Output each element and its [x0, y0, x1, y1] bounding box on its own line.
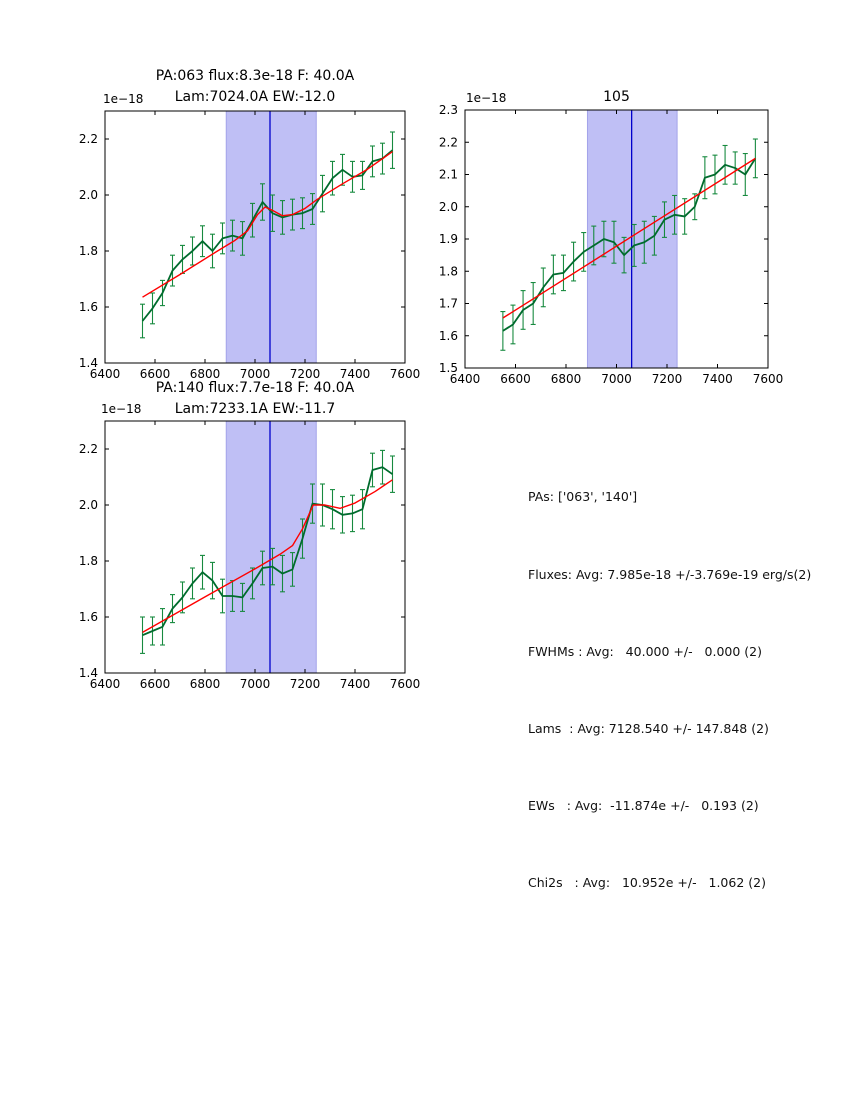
plot-title-line-1: 105	[603, 89, 630, 105]
plot-pa140-title	[105, 378, 405, 420]
y-offset-label-pa063: 1e−18	[103, 92, 144, 106]
stats-line-pas: PAs: ['063', '140']	[528, 489, 638, 505]
svg-text:1.4: 1.4	[78, 666, 98, 680]
svg-text:6600: 6600	[139, 677, 171, 691]
svg-text:2.0: 2.0	[438, 199, 458, 214]
svg-text:7400: 7400	[702, 372, 733, 386]
stats-line-chi2s: Chi2s : Avg: 10.952e +/- 1.062 (2)	[528, 874, 766, 890]
stats-line-fwhms: FWHMs : Avg: 40.000 +/- 0.000 (2)	[528, 643, 762, 659]
plot-title-line-1: PA:063 flux:8.3e-18 F: 40.0A	[155, 68, 355, 84]
plot-pa063	[79, 111, 420, 381]
plot-105-title	[465, 87, 768, 108]
svg-text:6800: 6800	[189, 677, 221, 691]
svg-text:7400: 7400	[339, 677, 371, 691]
svg-text:1.6: 1.6	[78, 610, 98, 624]
svg-text:6800: 6800	[550, 372, 582, 386]
svg-text:7000: 7000	[601, 372, 632, 386]
y-offset-label-pa140: 1e−18	[101, 402, 142, 416]
svg-text:2.3: 2.3	[438, 103, 458, 117]
svg-text:6400: 6400	[449, 372, 481, 386]
svg-text:1.4: 1.4	[78, 356, 98, 370]
svg-text:2.2: 2.2	[438, 135, 458, 150]
stats-line-ews: EWs : Avg: -11.874e +/- 0.193 (2)	[528, 797, 759, 813]
svg-text:6800: 6800	[189, 367, 221, 381]
svg-text:1.8: 1.8	[438, 264, 458, 279]
svg-text:7600: 7600	[752, 372, 784, 386]
svg-text:7000: 7000	[239, 367, 271, 381]
svg-text:1.5: 1.5	[438, 361, 458, 375]
svg-text:2.2: 2.2	[78, 132, 98, 146]
stats-panel	[528, 433, 811, 947]
svg-text:7000: 7000	[239, 677, 271, 691]
svg-text:1.7: 1.7	[438, 296, 458, 311]
svg-text:1.6: 1.6	[78, 300, 98, 314]
svg-text:7600: 7600	[389, 677, 421, 691]
svg-text:7400: 7400	[339, 367, 371, 381]
svg-text:7200: 7200	[651, 372, 683, 386]
svg-text:7600: 7600	[389, 367, 421, 381]
svg-text:1.8: 1.8	[78, 244, 98, 258]
y-offset-label-105: 1e−18	[466, 91, 507, 105]
plot-pa063-title	[105, 66, 405, 108]
svg-text:1.6: 1.6	[438, 328, 458, 343]
svg-text:6400: 6400	[89, 367, 121, 381]
plot-title-line-1: PA:140 flux:7.7e-18 F: 40.0A	[155, 380, 355, 396]
svg-text:2.2: 2.2	[78, 442, 98, 456]
svg-text:6400: 6400	[89, 677, 121, 691]
stats-line-lams: Lams : Avg: 7128.540 +/- 147.848 (2)	[528, 720, 769, 736]
svg-text:1.8: 1.8	[78, 554, 98, 568]
svg-text:7200: 7200	[289, 367, 321, 381]
plot-title-line-2: Lam:7233.1A EW:-11.7	[174, 401, 336, 417]
svg-text:2.1: 2.1	[438, 167, 458, 182]
svg-text:2.0: 2.0	[78, 498, 98, 512]
plot-105	[439, 103, 783, 386]
plot-title-line-2: Lam:7024.0A EW:-12.0	[174, 89, 336, 105]
svg-text:2.0: 2.0	[78, 188, 98, 202]
stats-line-fluxes: Fluxes: Avg: 7.985e-18 +/-3.769e-19 erg/s(2)	[528, 566, 812, 582]
svg-text:6600: 6600	[500, 372, 531, 386]
svg-text:6600: 6600	[139, 367, 171, 381]
plot-pa140	[79, 421, 420, 691]
svg-text:1.9: 1.9	[438, 232, 458, 246]
svg-text:7200: 7200	[289, 677, 321, 691]
